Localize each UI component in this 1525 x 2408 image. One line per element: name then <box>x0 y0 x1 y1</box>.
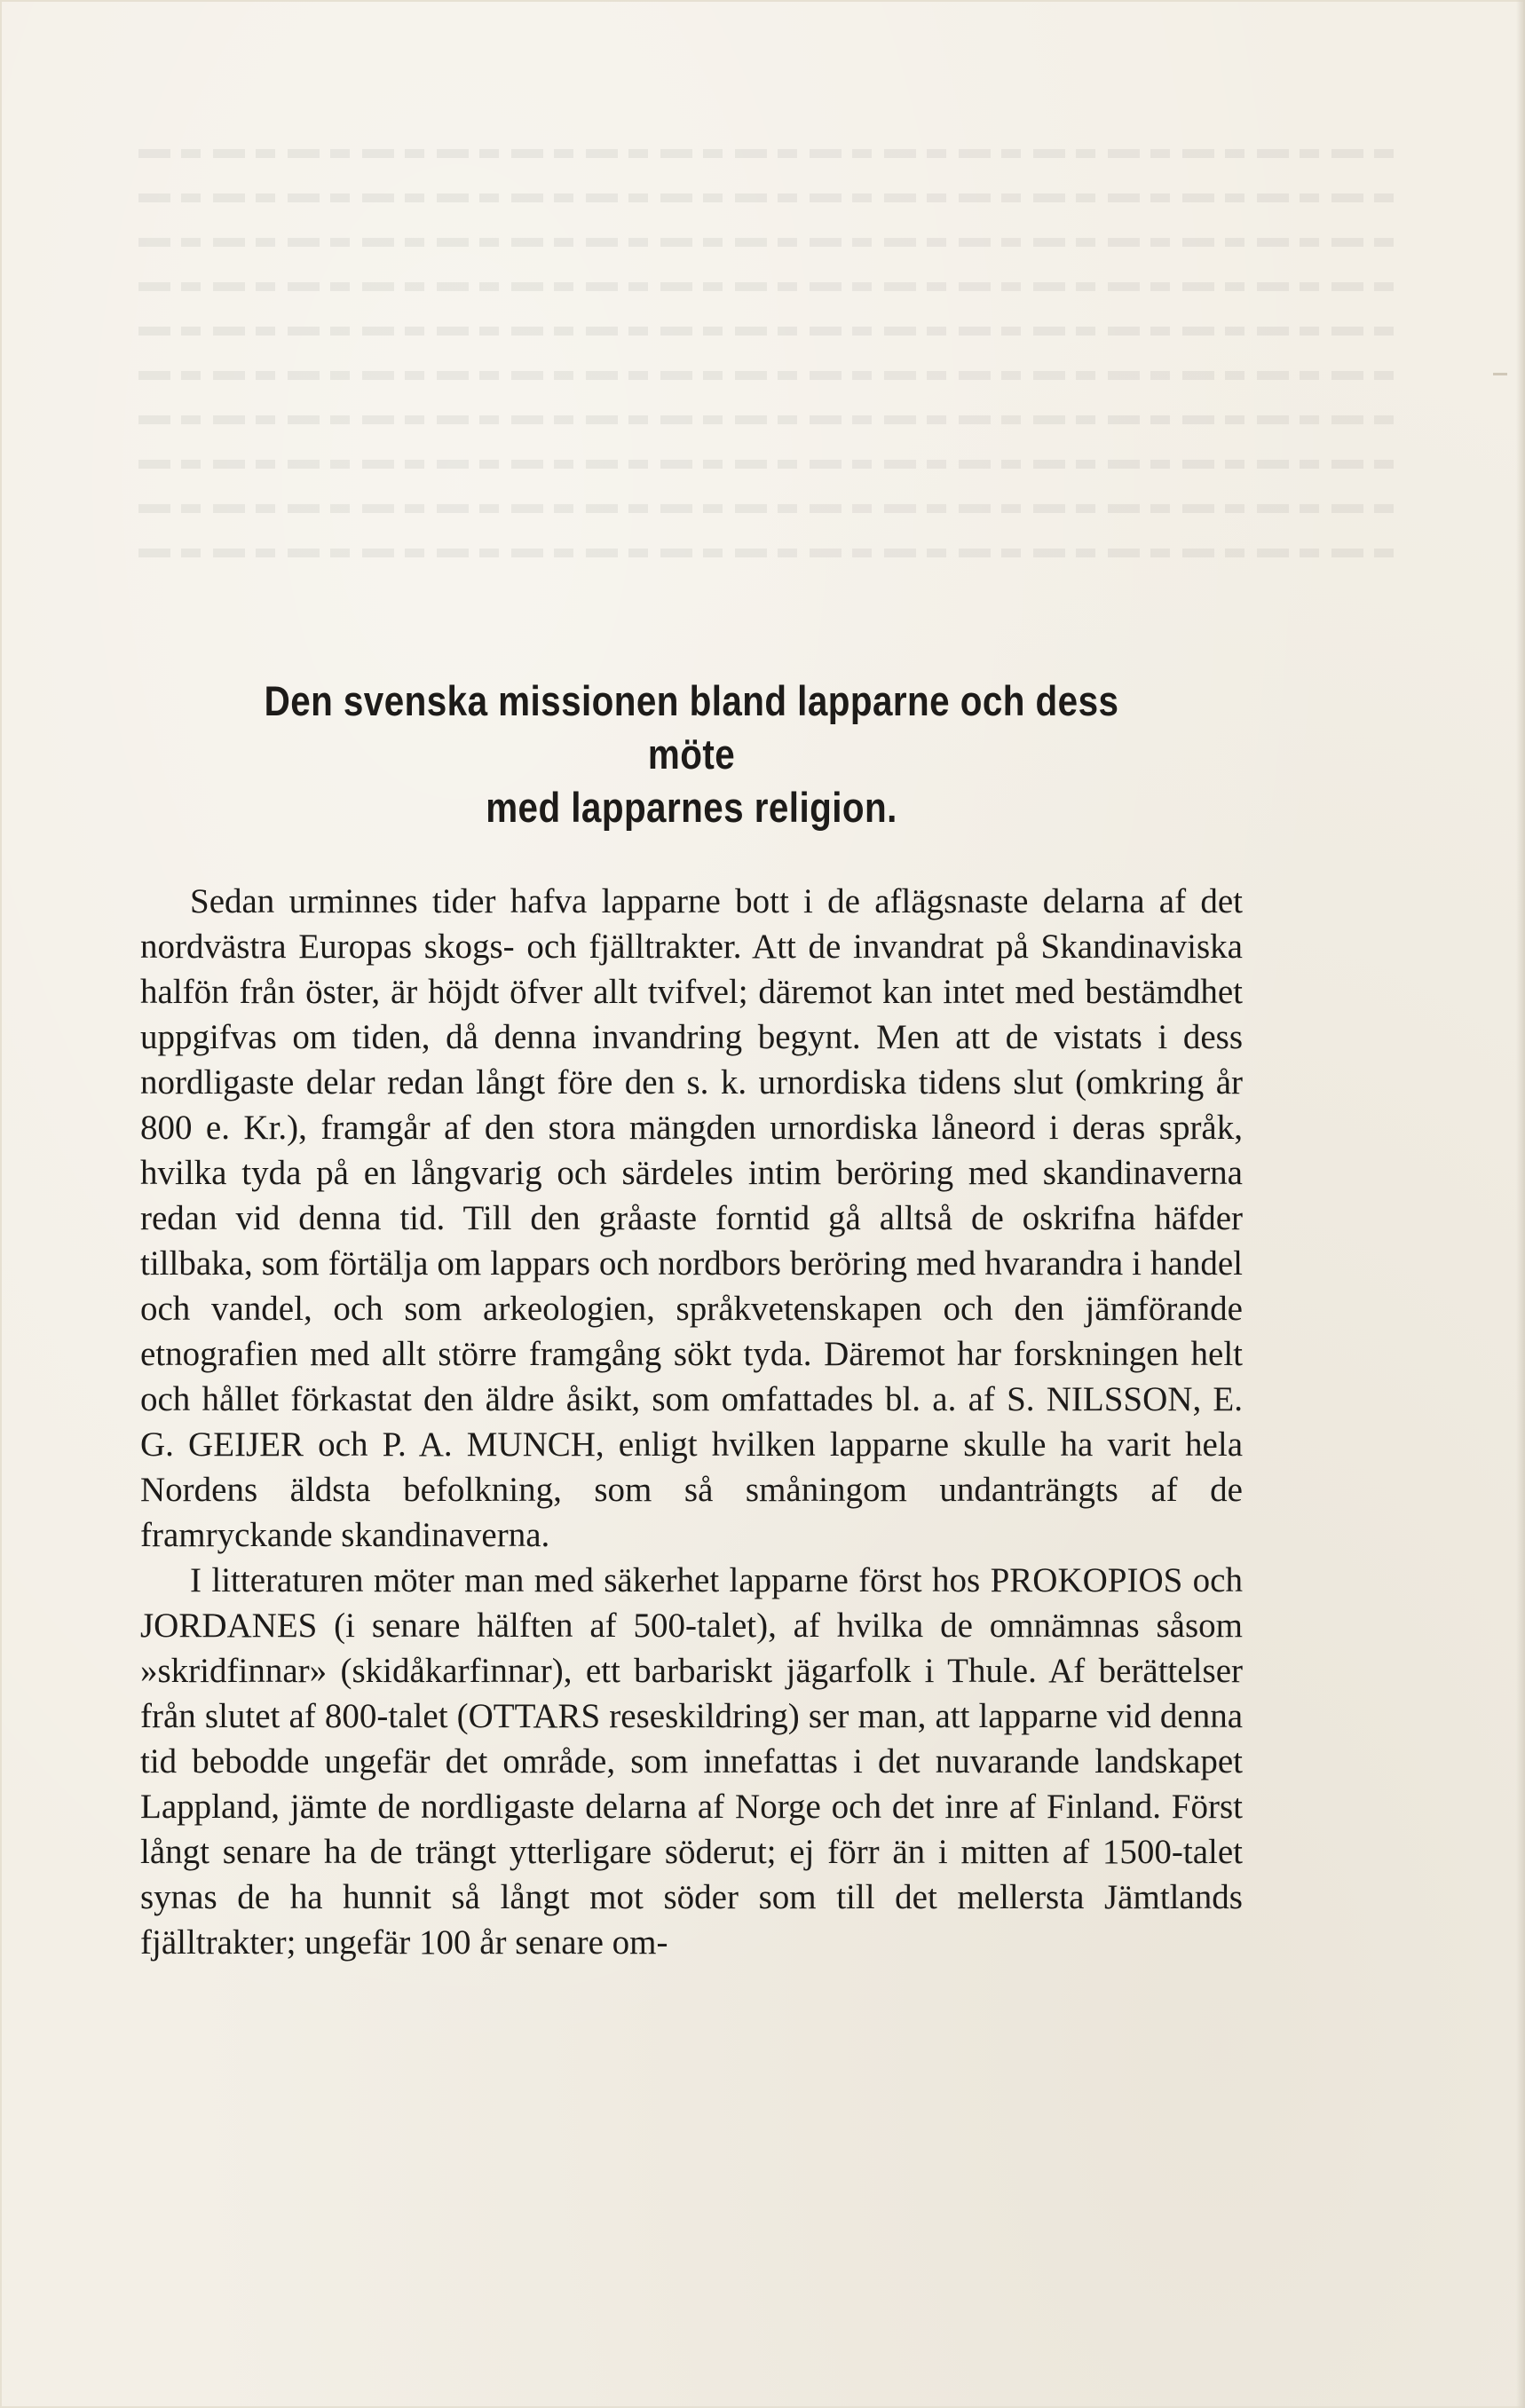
chapter-title-line-1: Den svenska missionen bland lapparne och dess möte <box>264 677 1119 778</box>
paragraph-2: I litteraturen möter man med säkerhet lapparne först hos PROKOPIOS och JORDANES (i senare hälften af 500-talet), af hvilka de omnämnas såsom »skridfinnar» (skidåkarfinnar), ett barbariskt jägarfolk i Thule. Af berättelser från slutet af 800-talet (OTTARS reseskildring) ser man, att lapparne vid denna tid bebodde ungefär det område, som innefattas i det nuvarande landskapet Lappland, jämte de nordligaste delarna af Norge och det inre af Finland. Först långt senare ha de trängt ytterligare söderut; ej förr än i mitten af 1500-talet synas de ha hunnit så långt mot söder som till det mellersta Jämtlands fjälltrakter; ungefär 100 år senare om- <box>140 1561 1243 1962</box>
paragraph-1: Sedan urminnes tider hafva lapparne bott i de aflägsnaste delarna af det nordvästra Europas skogs- och fjälltrakter. Att de invandrat på Skandinaviska halfön från öster, är höjdt öfver allt tvifvel; däremot kan intet med bestämdhet uppgifvas om tiden, då denna invandring begynt. Men att de vistats i dess nordligaste delar redan långt före den s. k. urnordiska tidens slut (omkring år 800 e. Kr.), framgår af den stora mängden urnordiska låneord i deras språk, hvilka tyda på en långvarig och särdeles intim beröring med skandinaverna redan vid denna tid. Till den gråaste forntid gå alltså de oskrifna häfder tillbaka, som förtälja om lappars och nordbors beröring med hvarandra i handel och vandel, och som arkeologien, språkvetenskapen och den jämförande etnografien med allt större framgång sökt tyda. Däremot har forskningen helt och hållet förkastat den äldre åsikt, som omfattades bl. a. af S. NILSSON, E. G. GEIJER och P. A. MUNCH, enligt hvilken lapparne skulle ha varit hela Nordens äldsta befolkning, som så småningom undanträngts af de framryckande skandinaverna. <box>140 882 1243 1554</box>
chapter-title-line-2: med lapparnes religion. <box>486 784 897 831</box>
margin-mark <box>1493 373 1507 375</box>
page-edge-shadow <box>1516 0 1525 2408</box>
page-content <box>140 675 1243 1965</box>
body-text <box>140 879 1243 1965</box>
bleed-through-text <box>133 133 1394 683</box>
chapter-title <box>217 675 1165 834</box>
